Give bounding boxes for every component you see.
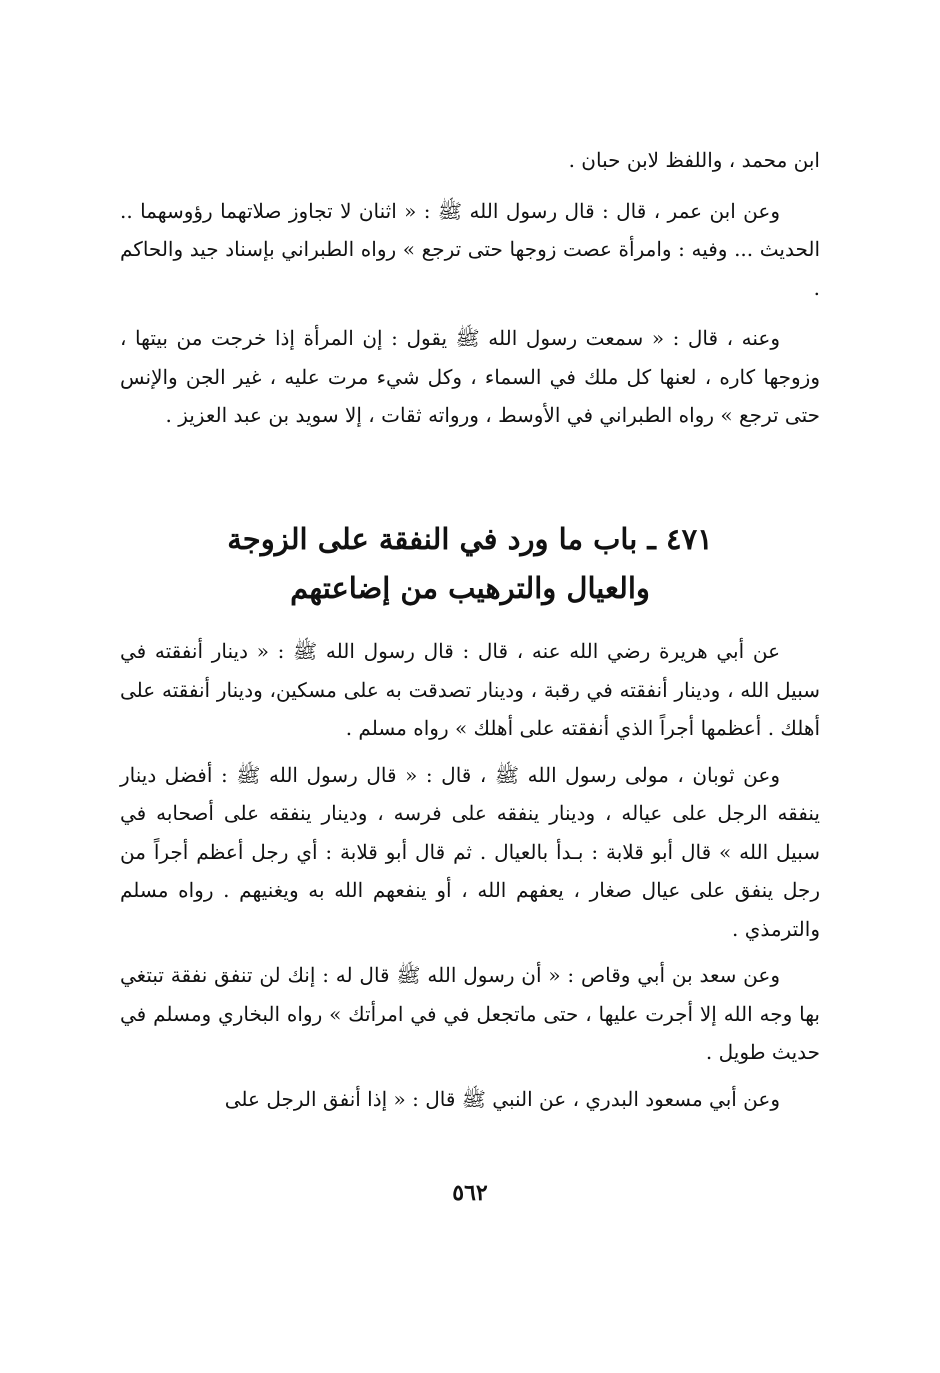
chapter-heading [120,515,820,613]
paragraph-thawban: وعن ثوبان ، مولى رسول الله ﷺ ، قال : « قال رسول الله ﷺ : أفضل دينار ينفقه الرجل على عياله ، ودينار ينفقه على فرسه ، ودينار ينفقه على أصحابه في سبيل الله » قال أبو قلابة : بـدأ بالعيال . ثم قال أبو قلابة : أي رجل أعظم أجراً من رجل ينفق على عيال صغار ، يعفهم الله ، أو ينفعهم الله به ويغنيهم . رواه مسلم والترمذي . [120,762,820,941]
paragraph-saad: وعن سعد بن أبي وقاص : « أن رسول الله ﷺ قال له : إنك لن تنفق نفقة تبتغي بها وجه الله إلا أجرت عليها ، حتى ماتجعل في في امرأتك » رواه البخاري ومسلم في حديث طويل . [120,963,820,1064]
chapter-heading-line-2: والعيال والترهيب من إضاعتهم [290,571,650,605]
bottom-section [120,632,820,1118]
paragraph-ibn-umar: وعن ابن عمر ، قال : قال رسول الله ﷺ : « اثنان لا تجاوز صلاتهما رؤوسهما .. الحديث ... وفيه : وامرأة عصت زوجها حتى ترجع » رواه الطبراني بإسناد جيد والحاكم . [120,198,820,300]
paragraph-abu-hurayra: عن أبي هريرة رضي الله عنه ، قال : قال رسول الله ﷺ : « دينار أنفقته في سبيل الله ، ودينار أنفقته في رقبة ، ودينار تصدقت به على مسكين، ودينار أنفقته على أهلك . أعظمها أجراً الذي أنفقته على أهلك » رواه مسلم . [120,639,820,740]
paragraph-wa-anhu: وعنه ، قال : « سمعت رسول الله ﷺ يقول : إن المرأة إذا خرجت من بيتها ، وزوجها كاره ، لعنها كل ملك في السماء ، وكل شيء مرت عليه ، غير الجن والإنس حتى ترجع » رواه الطبراني في الأوسط ، ورواته ثقات ، إلا سويد بن عبد العزيز . [120,326,820,427]
paragraph-abu-masud: وعن أبي مسعود البدري ، عن النبي ﷺ قال : « إذا أنفق الرجل على [224,1086,780,1111]
page-number: ٥٦٢ [452,1180,488,1206]
chapter-heading-line-1: ٤٧١ ـ باب ما ورد في النفقة على الزوجة [227,522,713,556]
paragraph-continuation: ابن محمد ، واللفظ لابن حبان . [568,148,820,172]
top-section [120,141,820,435]
